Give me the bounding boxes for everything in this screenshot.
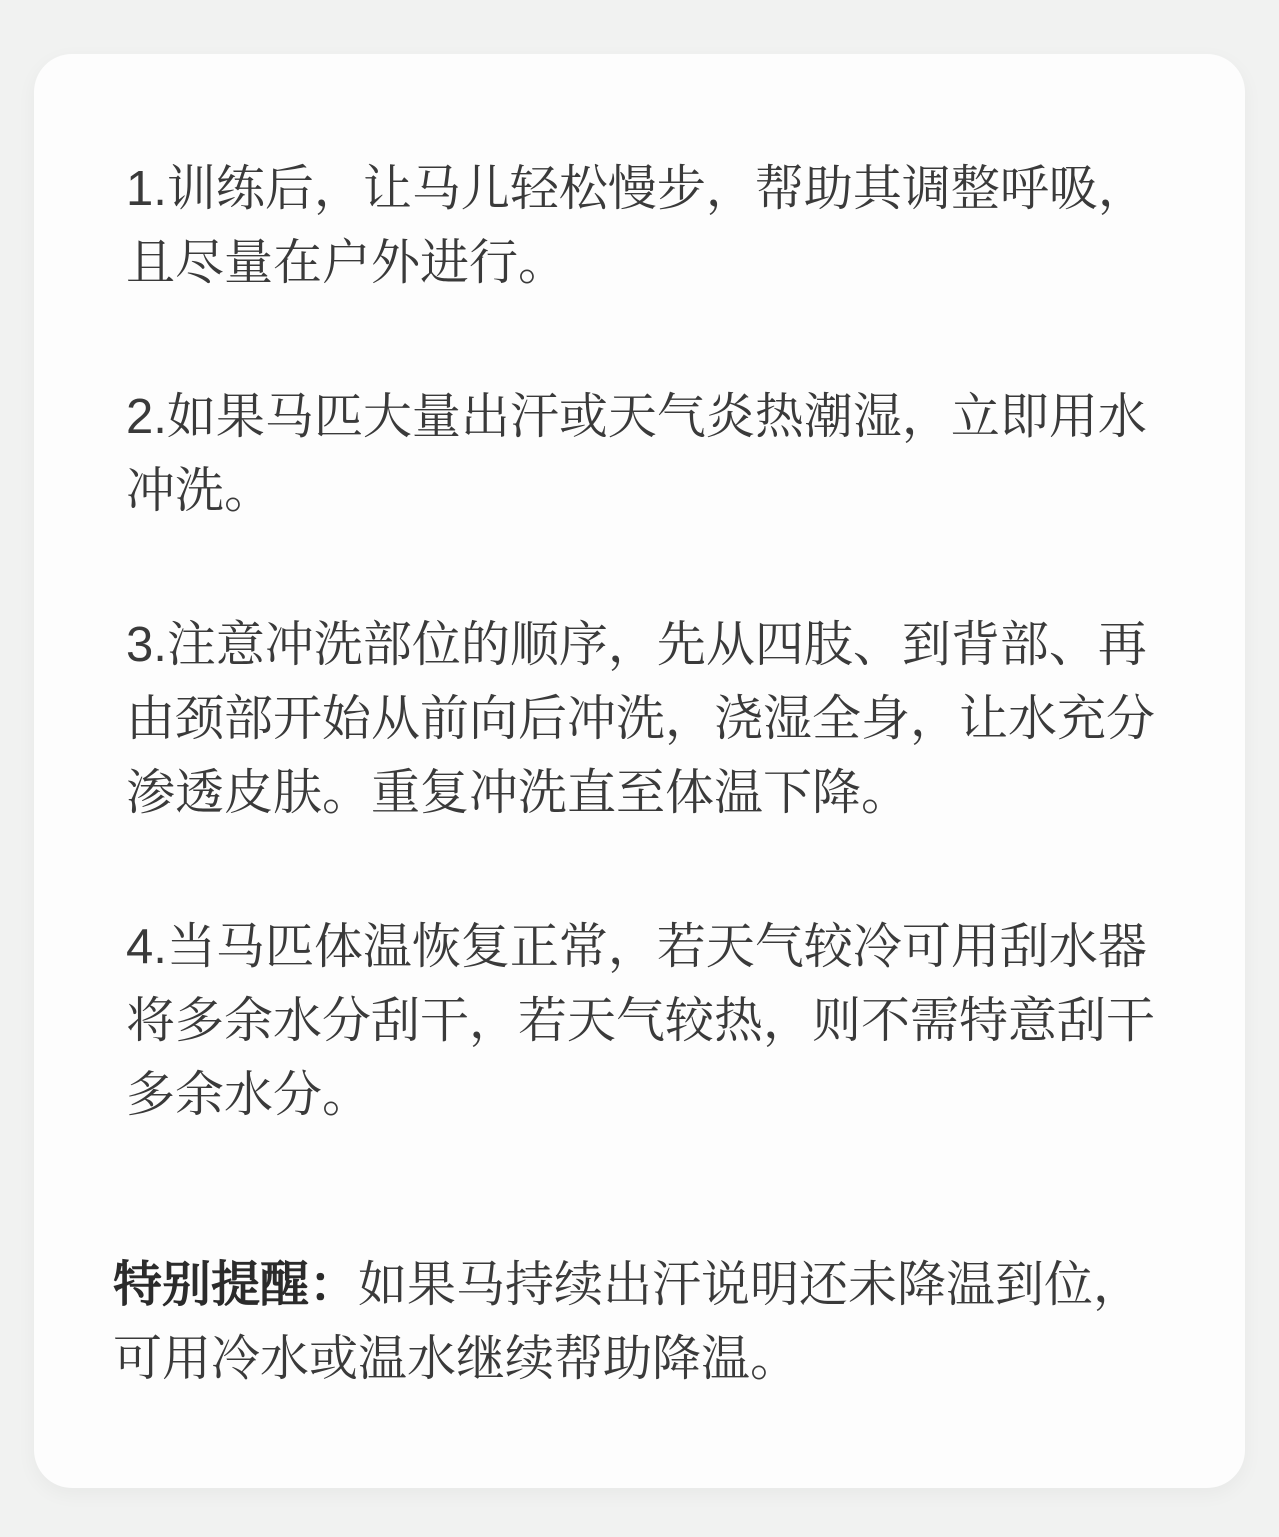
content-card bbox=[34, 54, 1245, 1488]
care-instructions bbox=[34, 54, 1245, 1396]
care-step-1: 1.训练后，让马儿轻松慢步，帮助其调整呼吸，且尽量在户外进行。 bbox=[126, 162, 1147, 290]
reminder-text: 如果马持续出汗说明还未降温到位，可用冷水或温水继续帮助降温。 bbox=[113, 1258, 1143, 1386]
care-step-4: 4.当马匹体温恢复正常，若天气较冷可用刮水器将多余水分刮干，若天气较热，则不需特意刮干多余水分。 bbox=[126, 920, 1156, 1122]
care-step-3: 3.注意冲洗部位的顺序，先从四肢、到背部、再由颈部开始从前向后冲洗，浇湿全身，让水充分渗透皮肤。重复冲洗直至体温下降。 bbox=[126, 618, 1156, 820]
special-reminder bbox=[113, 1248, 1154, 1396]
care-step-2: 2.如果马匹大量出汗或天气炎热潮湿，立即用水冲洗。 bbox=[126, 390, 1147, 518]
reminder-label: 特别提醒： bbox=[113, 1258, 359, 1312]
